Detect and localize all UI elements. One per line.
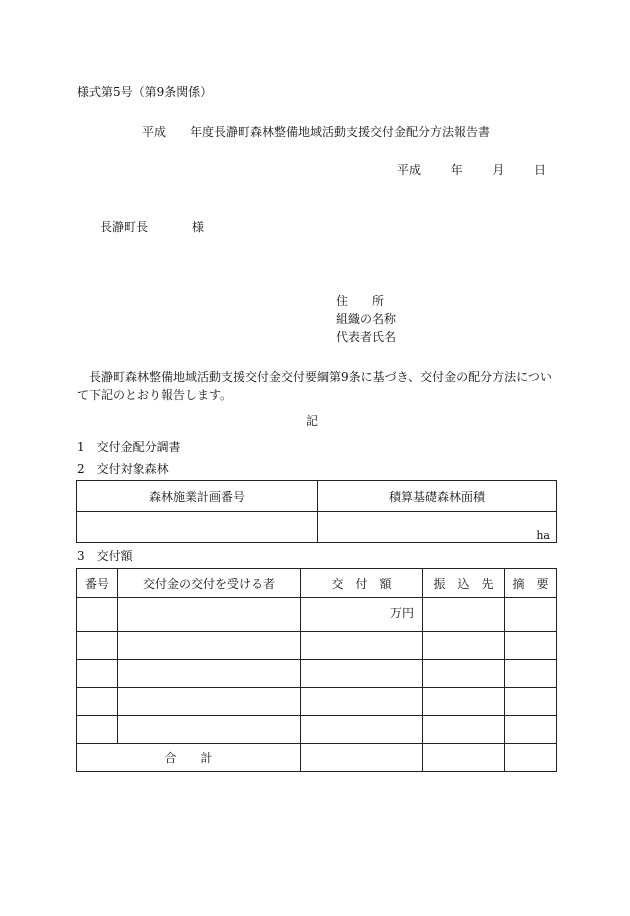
grant-amount-table <box>76 568 557 772</box>
date-era: 平成 <box>397 163 422 177</box>
header-forest-area: 積算基礎森林面積 <box>318 481 557 512</box>
address-label: 住 所 <box>336 294 385 308</box>
date-month: 月 <box>492 163 505 177</box>
table-row <box>77 598 557 632</box>
total-label: 合 計 <box>77 744 301 772</box>
target-forest-table <box>76 480 557 543</box>
table-row <box>77 632 557 660</box>
date-day: 日 <box>534 163 547 177</box>
cell-plan-number <box>77 512 318 543</box>
table-row <box>77 716 557 744</box>
representative-label: 代表者氏名 <box>336 330 397 344</box>
table-row <box>77 660 557 688</box>
header-number: 番号 <box>77 569 118 598</box>
amount-unit-cell <box>301 598 423 632</box>
note-label: 記 <box>306 414 319 428</box>
body-text: 長瀞町森林整備地域活動支援交付金交付要綱第9条に基づき、交付金の配分方法について下記のとおり報告します。 <box>77 370 552 402</box>
table-row <box>77 688 557 716</box>
date-line <box>397 161 546 178</box>
header-plan-number: 森林施業計画番号 <box>77 481 318 512</box>
addressee-honorific: 様 <box>192 220 205 234</box>
section-2-heading: 2 交付対象森林 <box>77 462 169 476</box>
header-remarks: 摘 要 <box>505 569 557 598</box>
amount-unit: 万円 <box>389 606 414 620</box>
form-number: 様式第5号（第9条関係） <box>77 85 213 99</box>
sender-block <box>336 292 396 346</box>
title-text: 年度長瀞町森林整備地域活動支援交付金配分方法報告書 <box>190 125 491 139</box>
header-amount: 交 付 額 <box>301 569 423 598</box>
date-year: 年 <box>450 163 463 177</box>
cell-forest-area <box>318 512 557 543</box>
total-row <box>77 744 557 772</box>
section-1-heading: 1 交付金配分調書 <box>77 440 181 454</box>
body-paragraph <box>77 368 555 404</box>
addressee-name: 長瀞町長 <box>100 220 149 234</box>
title-era: 平成 <box>142 125 167 139</box>
organization-label: 組織の名称 <box>336 312 397 326</box>
area-unit: ha <box>536 529 550 542</box>
section-3-heading: 3 交付額 <box>77 549 133 563</box>
document-title <box>142 123 490 140</box>
header-recipient: 交付金の交付を受ける者 <box>118 569 301 598</box>
header-bank: 振 込 先 <box>423 569 505 598</box>
addressee <box>100 218 204 235</box>
